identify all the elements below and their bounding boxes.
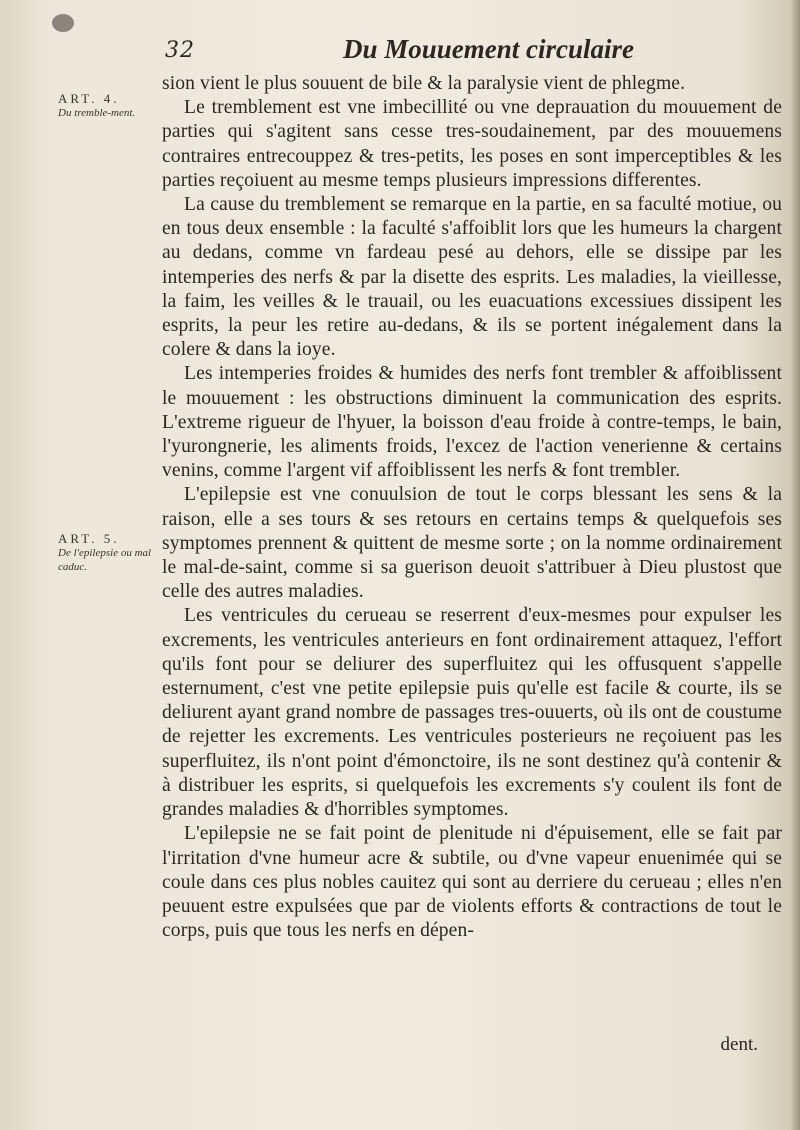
ink-stain [52,14,74,32]
paragraph: L'epilepsie ne se fait point de plenitude ni d'épuisement, elle se fait par l'irritation d'vne humeur acre & subtile, ou d'vne vapeur enuenimée qui se coule dans ces plus nobles cauitez qui sont au derriere du cerueau ; elles n'en peuuent estre expulsées que par de violents efforts & contractions de tout le corps, puis que tous les nerfs en dépen- [162,823,782,942]
paragraph: L'epilepsie est vne conuulsion de tout le corps blessant les sens & la raison, elle a ses tours & ses retours en certains temps & quelquefois ses symptomes prennent & quittent de mesme sorte ; on la nomme ordinairement le mal-de-saint, comme si sa guerison deuoit s'attribuer à Dieu plustost que celle des autres maladies. [162,484,782,603]
paragraph: Les intemperies froides & humides des nerfs font trembler & affoiblissent le mouuement : les obstructions diminuent la communication des esprits. L'extreme rigueur de l'hyuer, la boisson d'eau froide à contre-temps, le bain, l'yurongnerie, les aliments froids, l'excez de l'action venerienne & certains venins, comme l'argent vif affoiblissent les nerfs & font trembler. [162,363,782,482]
body-text [162,72,782,943]
margin-note-article-5 [58,532,158,574]
catchword: dent. [720,1034,758,1055]
page-header [165,34,770,68]
paragraph: sion vient le plus souuent de bile & la paralysie vient de phlegme. [162,73,686,94]
paragraph: Les ventricules du cerueau se reserrent d'eux-mesmes pour expulser les excrements, les ventricules anterieurs en font ordinairement attaquez, l'effort qu'ils font pour se deliurer des superfluitez qui les offusquent s'appelle esternument, c'est vne petite epilepsie puis qu'elle est facile & courte, ils se deliurent ayant grand nombre de passages tres-ouuerts, où ils ont de coustume de rejetter les excrements. Les ventricules posterieurs ne reçoiuent pas les superfluitez, ils n'ont point d'émonctoire, ils ne sont destinez qu'à contenir & à distribuer les esprits, si quelquefois les excrements s'y coulent ils font de grandes maladies & d'horribles symptomes. [162,605,782,821]
running-head: Du Mouuement circulaire [343,34,635,64]
margin-article-title: De l'epilepsie ou mal caduc. [58,547,152,573]
margin-article-number: ART. 4. [58,91,120,106]
page-edge-shadow [790,0,800,1130]
page-number: 32 [165,38,195,63]
margin-article-title: Du tremble-ment. [58,107,136,119]
paragraph: Le tremblement est vne imbecillité ou vne deprauation du mouuement de parties qui s'agitent sans cesse tres-soudainement, par des mouuemens contraires entrecouppez & tres-petits, les poses en sont imperceptibles & les parties reçoiuent au mesme temps plusieurs impressions differentes. [162,97,782,191]
margin-article-number: ART. 5. [58,531,120,546]
margin-note-article-4 [58,92,158,120]
paragraph: La cause du tremblement se remarque en la partie, en sa faculté motiue, ou en tous deux ensemble : la faculté s'affoiblit lors que les humeurs la chargent au dedans, comme vn fardeau pesé au dehors, elle se dissipe par les intemperies des nerfs & par la disette des esprits. Les maladies, la vieillesse, la faim, les veilles & le trauail, ou les euacuations excessiues dissipent les esprits, la peur les retire au-dedans, & ils se portent inégalement dans la colere & dans la ioye. [162,194,782,361]
